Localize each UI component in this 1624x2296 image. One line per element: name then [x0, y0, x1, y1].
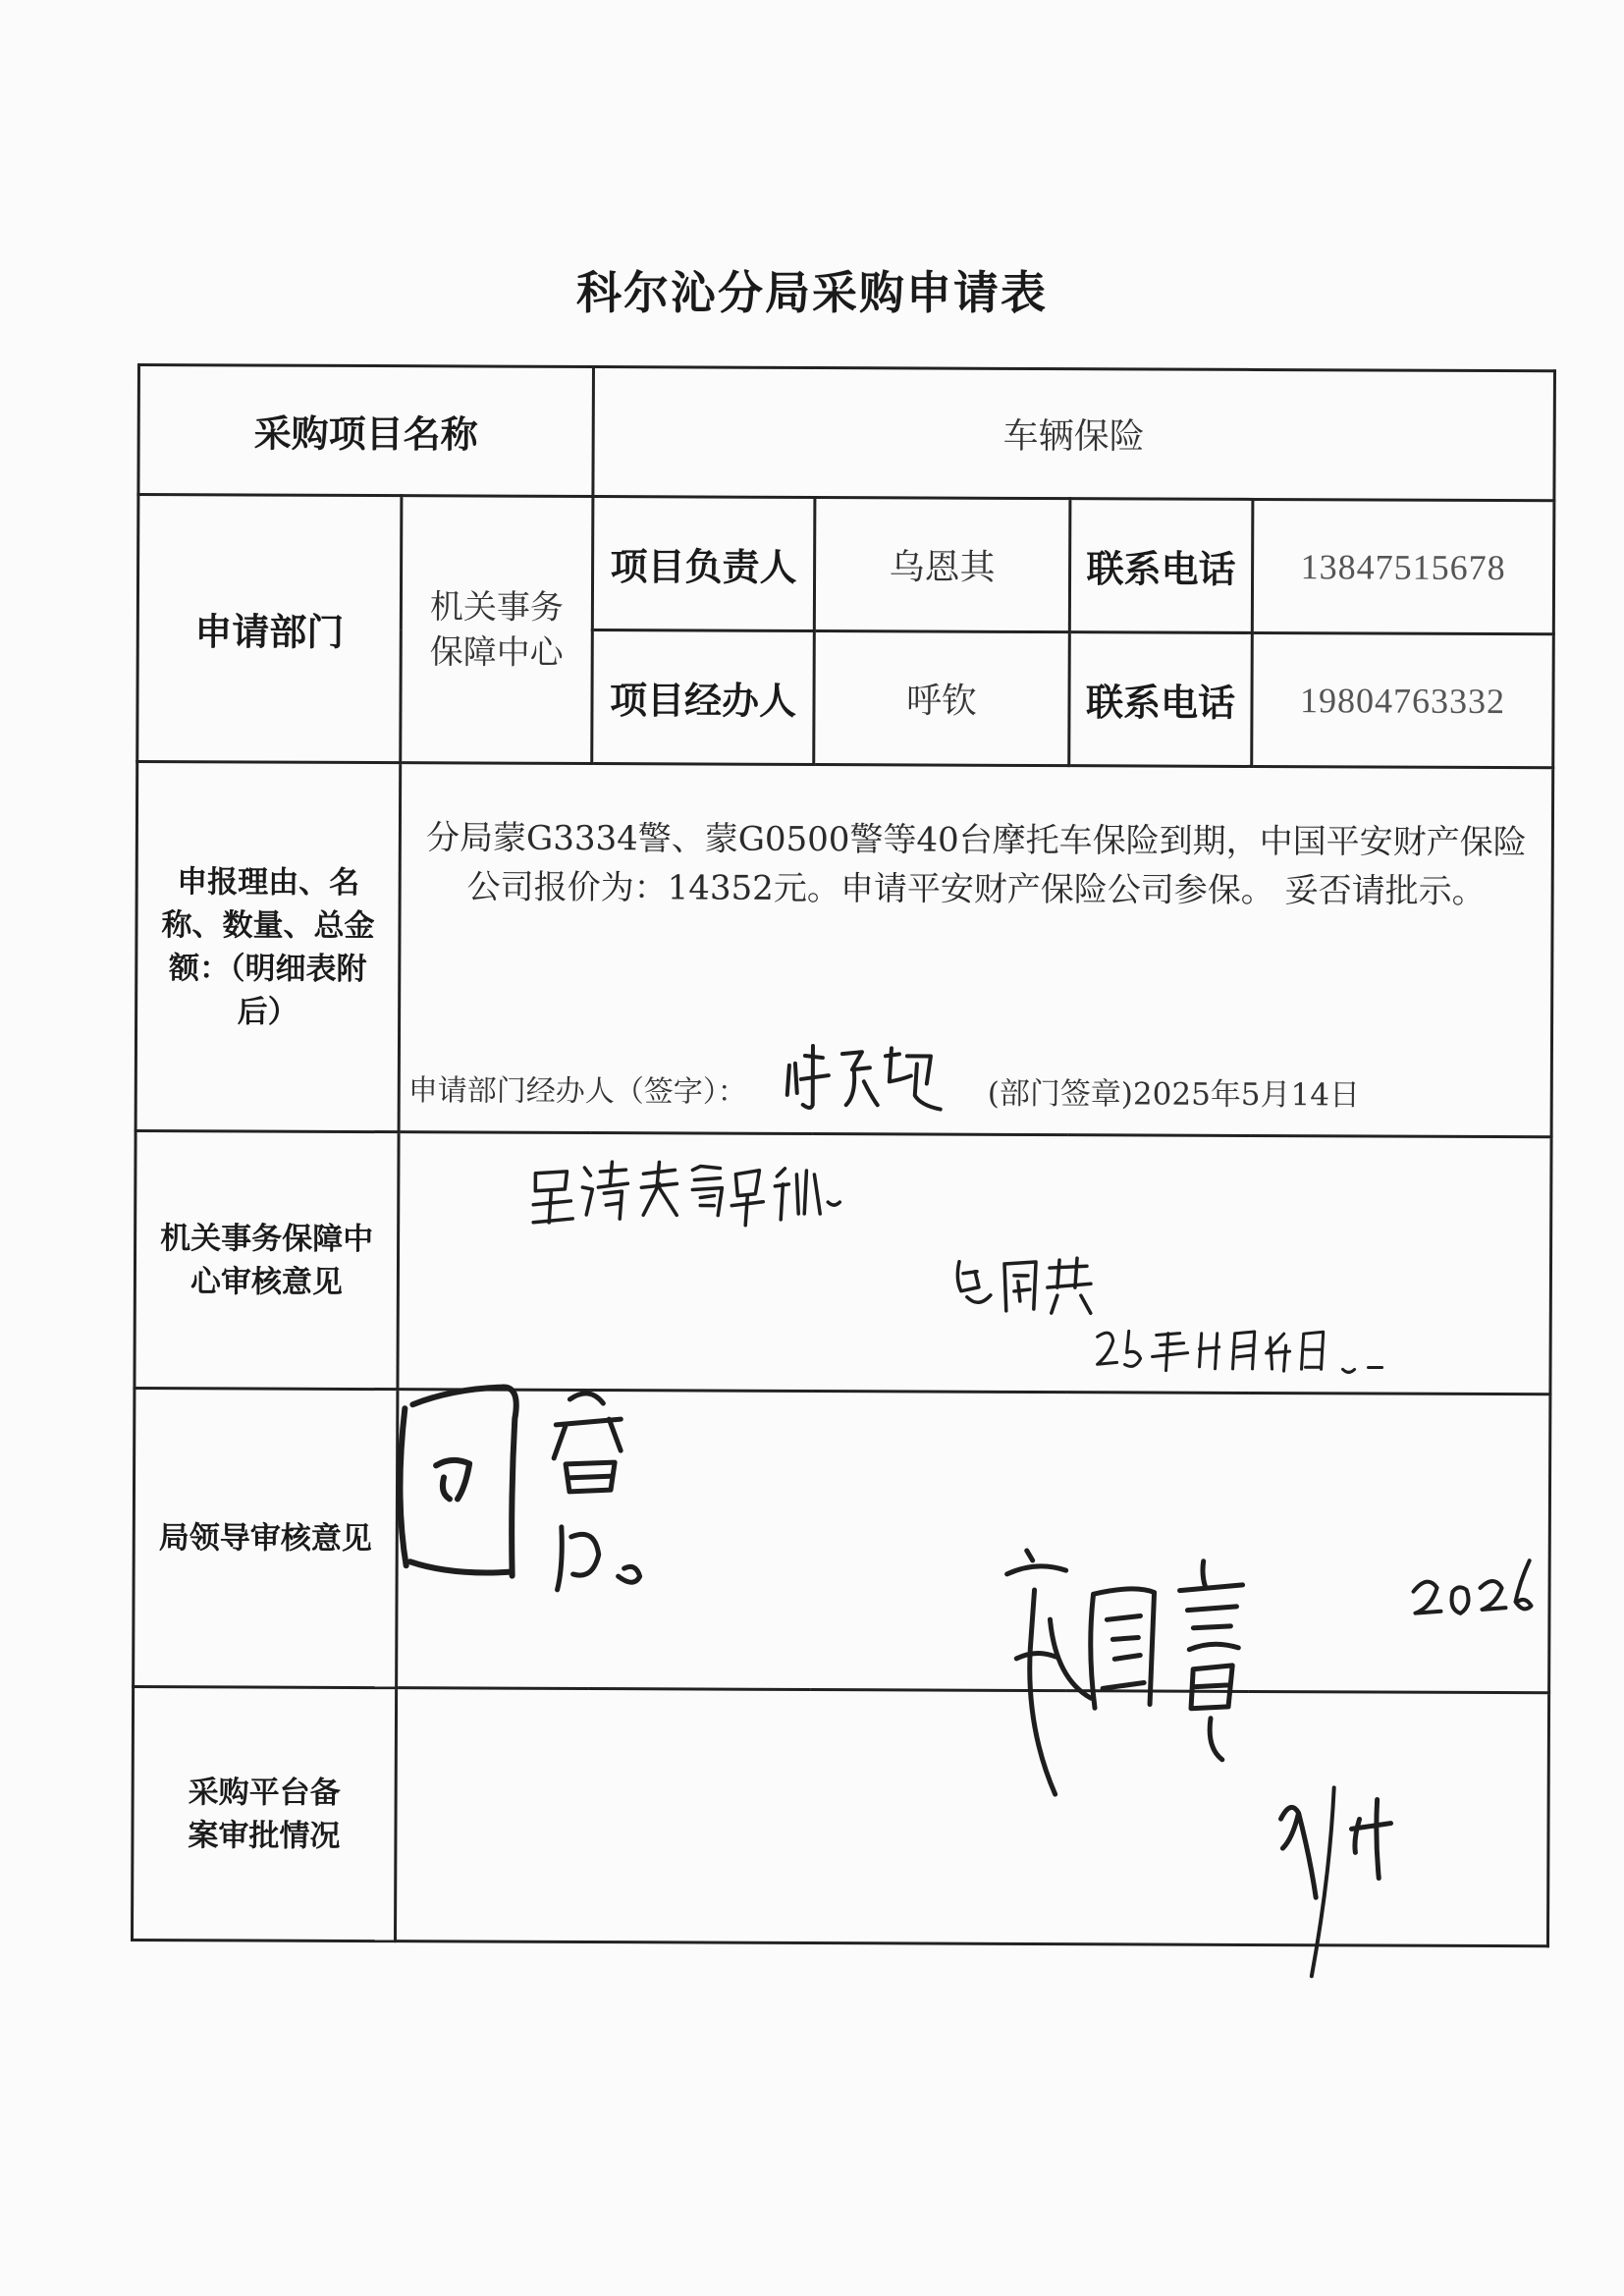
reason-label: 申报理由、名称、数量、总金额：（明细表附后）	[135, 762, 401, 1132]
handler-phone-label: 联系电话	[1069, 632, 1253, 767]
reason-signature-line	[408, 1066, 1541, 1114]
signer-label: 申请部门经办人（签字）：	[407, 1073, 747, 1110]
center-review-cell	[398, 1132, 1551, 1394]
leader-date-month-day	[1261, 1779, 1458, 2016]
reason-text: 分局蒙G3334警、蒙G0500警等40台摩托车保险到期，中国平安财产保险公司报价为：14352元。申请平安财产保险公司参保。 妥否请批示。	[425, 818, 1527, 911]
center-review-handwriting	[527, 1154, 861, 1233]
project-name-label: 采购项目名称	[138, 365, 594, 497]
project-handler-name: 呼钦	[814, 631, 1070, 766]
leader-approval-handwriting	[392, 1379, 805, 1636]
department-label: 申请部门	[137, 495, 402, 763]
center-reviewer-signature	[949, 1252, 1107, 1322]
department-value: 机关事务保障中心	[401, 496, 593, 764]
platform-label: 采购平台备案审批情况	[132, 1686, 396, 1941]
project-leader-label: 项目负责人	[592, 497, 815, 631]
leader-phone-label: 联系电话	[1069, 499, 1253, 633]
leader-phone-value: 13847515678	[1252, 499, 1554, 633]
project-name-value: 车辆保险	[593, 367, 1555, 501]
leader-review-cell	[397, 1390, 1550, 1693]
reason-cell	[399, 763, 1553, 1137]
form-title: 科尔沁分局采购申请表	[576, 266, 1048, 319]
department-stamp-date: (部门签章)2025年5月14日	[987, 1075, 1361, 1114]
center-review-date	[1092, 1323, 1386, 1379]
procurement-form	[131, 363, 1556, 1947]
leader-review-label: 局领导审核意见	[134, 1388, 398, 1687]
center-review-label: 机关事务保障中心审核意见	[135, 1130, 399, 1389]
handler-phone-value: 19804763332	[1252, 632, 1554, 767]
leader-date-year	[1409, 1553, 1546, 1642]
project-handler-label: 项目经办人	[592, 630, 815, 765]
platform-cell	[395, 1688, 1548, 1946]
project-leader-name: 乌恩其	[814, 498, 1070, 632]
